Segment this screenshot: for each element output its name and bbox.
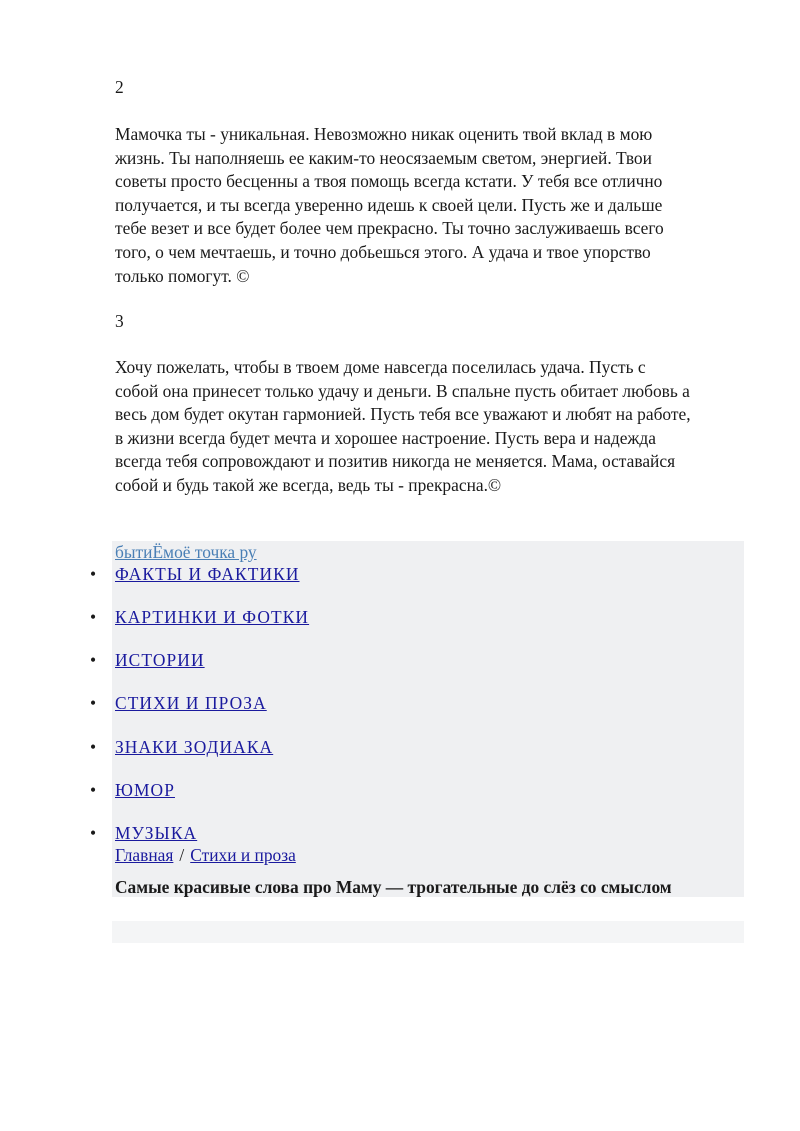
- content-strip-background: [112, 921, 744, 943]
- paragraph-line: собой она принесет только удачу и деньги. В спальне пусть обитает любовь а: [115, 380, 690, 401]
- wish-paragraph-3: [115, 356, 745, 498]
- bullet: •: [90, 564, 97, 584]
- nav-item-zodiac: [90, 736, 273, 758]
- nav-item-stories: [90, 649, 205, 671]
- nav-item-music: [90, 822, 197, 844]
- nav-link-humor[interactable]: ЮМОР: [115, 780, 175, 800]
- nav-link-zodiac[interactable]: ЗНАКИ ЗОДИАКА: [115, 737, 274, 757]
- breadcrumb: [115, 844, 296, 866]
- nav-link-music[interactable]: МУЗЫКА: [115, 823, 198, 843]
- nav-link-facts[interactable]: ФАКТЫ И ФАКТИКИ: [115, 564, 300, 584]
- paragraph-line: того, о чем мечтаешь, и точно добьешься этого. А удача и твое упорство: [115, 241, 651, 262]
- nav-item-humor: [90, 779, 175, 801]
- paragraph-line: весь дом будет окутан гармонией. Пусть тебя все уважают и любят на работе,: [115, 404, 691, 425]
- bullet: •: [90, 823, 97, 843]
- nav-link-stories[interactable]: ИСТОРИИ: [115, 650, 205, 670]
- paragraph-line: Мамочка ты - уникальная. Невозможно никак оценить твой вклад в мою: [115, 124, 653, 144]
- nav-item-pictures: [90, 606, 309, 628]
- bullet: •: [90, 607, 97, 627]
- paragraph-line: советы просто бесценны а твоя помощь всегда кстати. У тебя все отлично: [115, 171, 663, 192]
- paragraph-line: тебе везет и все будет более чем прекрасно. Ты точно заслуживаешь всего: [115, 218, 664, 239]
- breadcrumb-separator: /: [179, 845, 185, 865]
- paragraph-line: Хочу пожелать, чтобы в твоем доме навсегда поселилась удача. Пусть с: [115, 357, 646, 377]
- section-number: 3: [115, 311, 124, 331]
- nav-link-poems[interactable]: СТИХИ И ПРОЗА: [115, 693, 267, 713]
- paragraph-line: только помогут. ©: [115, 265, 250, 286]
- nav-item-facts: [90, 563, 300, 585]
- paragraph-line: получается, и ты всегда уверенно идешь к своей цели. Пусть же и дальше: [115, 194, 663, 215]
- paragraph-line: всегда тебя сопровождают и позитив никогда не меняется. Мама, оставайся: [115, 451, 676, 472]
- nav-item-poems: [90, 692, 267, 714]
- paragraph-line: жизнь. Ты наполняешь ее каким-то неосязаемым светом, энергией. Твои: [115, 147, 652, 168]
- page-title: Самые красивые слова про Маму — трогательные до слёз со смыслом: [115, 877, 672, 897]
- site-logo-link[interactable]: бытиЁмоё точка ру: [115, 542, 257, 562]
- section-number: 2: [115, 77, 124, 97]
- bullet: •: [90, 780, 97, 800]
- wish-paragraph-2: [115, 123, 745, 288]
- paragraph-line: собой и будь такой же всегда, ведь ты - прекрасна.©: [115, 474, 502, 495]
- nav-link-pictures[interactable]: КАРТИНКИ И ФОТКИ: [115, 607, 310, 627]
- bullet: •: [90, 693, 97, 713]
- paragraph-line: в жизни всегда будет мечта и хорошее настроение. Пусть вера и надежда: [115, 427, 656, 448]
- bullet: •: [90, 737, 97, 757]
- bullet: •: [90, 650, 97, 670]
- breadcrumb-home-link[interactable]: Главная: [115, 845, 174, 865]
- breadcrumb-section-link[interactable]: Стихи и проза: [190, 845, 296, 865]
